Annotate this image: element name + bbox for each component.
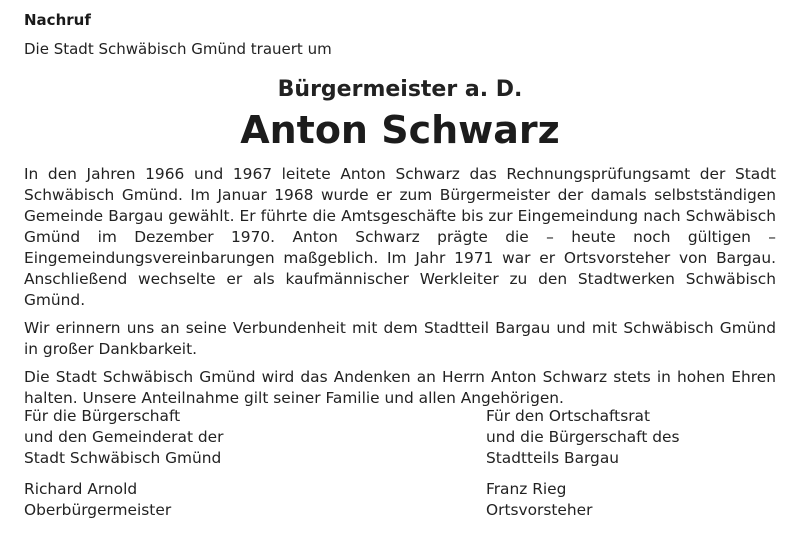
intro-line: Die Stadt Schwäbisch Gmünd trauert um bbox=[24, 40, 332, 58]
signature-left bbox=[24, 406, 223, 521]
signature-right bbox=[486, 406, 680, 521]
signature-right-line: Für den Ortschaftsrat bbox=[486, 407, 651, 425]
body-paragraph-career: In den Jahren 1966 und 1967 leitete Anton Schwarz das Rechnungsprüfungsamt der Stadt Schwäbisch Gmünd. Im Januar 1968 wurde er zum Bürgermeister der damals selbstständigen Gemeinde Bargau gewählt. Er führte die Amtsgeschäfte bis zur Eingemeindung nach Schwäbisch Gmünd im Dezember 1970. Anton Schwarz prägte die – heute noch gültigen – Eingemeindungsvereinbarungen maßgeblich. Im Jahr 1971 war er Ortsvorsteher von Bargau. Anschließend wechselte er als kaufmännischer Werkleiter zu den Stadtwerken Schwäbisch Gmünd. bbox=[24, 165, 776, 309]
signature-left-line: und den Gemeinderat der bbox=[24, 428, 224, 446]
signature-right-name: Franz Rieg bbox=[486, 480, 567, 498]
signature-right-role: Ortsvorsteher bbox=[486, 501, 593, 519]
signature-left-line: Für die Bürgerschaft bbox=[24, 407, 181, 425]
body-paragraph-gratitude: Wir erinnern uns an seine Verbundenheit mit dem Stadtteil Bargau und mit Schwäbisch Gmünd in großer Dankbarkeit. bbox=[24, 319, 776, 358]
signature-left-name: Richard Arnold bbox=[24, 480, 138, 498]
deceased-title: Bürgermeister a. D. bbox=[277, 77, 523, 102]
notice-label: Nachruf bbox=[24, 11, 91, 29]
deceased-name: Anton Schwarz bbox=[240, 108, 560, 152]
body-paragraph-condolence: Die Stadt Schwäbisch Gmünd wird das Andenken an Herrn Anton Schwarz stets in hohen Ehren halten. Unsere Anteilnahme gilt seiner Familie und allen Angehörigen. bbox=[24, 368, 776, 407]
obituary-notice bbox=[24, 10, 776, 519]
signature-right-line: und die Bürgerschaft des bbox=[486, 428, 680, 446]
signature-left-role: Oberbürgermeister bbox=[24, 501, 172, 519]
signature-right-line: Stadtteils Bargau bbox=[486, 449, 620, 467]
signature-left-line: Stadt Schwäbisch Gmünd bbox=[24, 449, 222, 467]
